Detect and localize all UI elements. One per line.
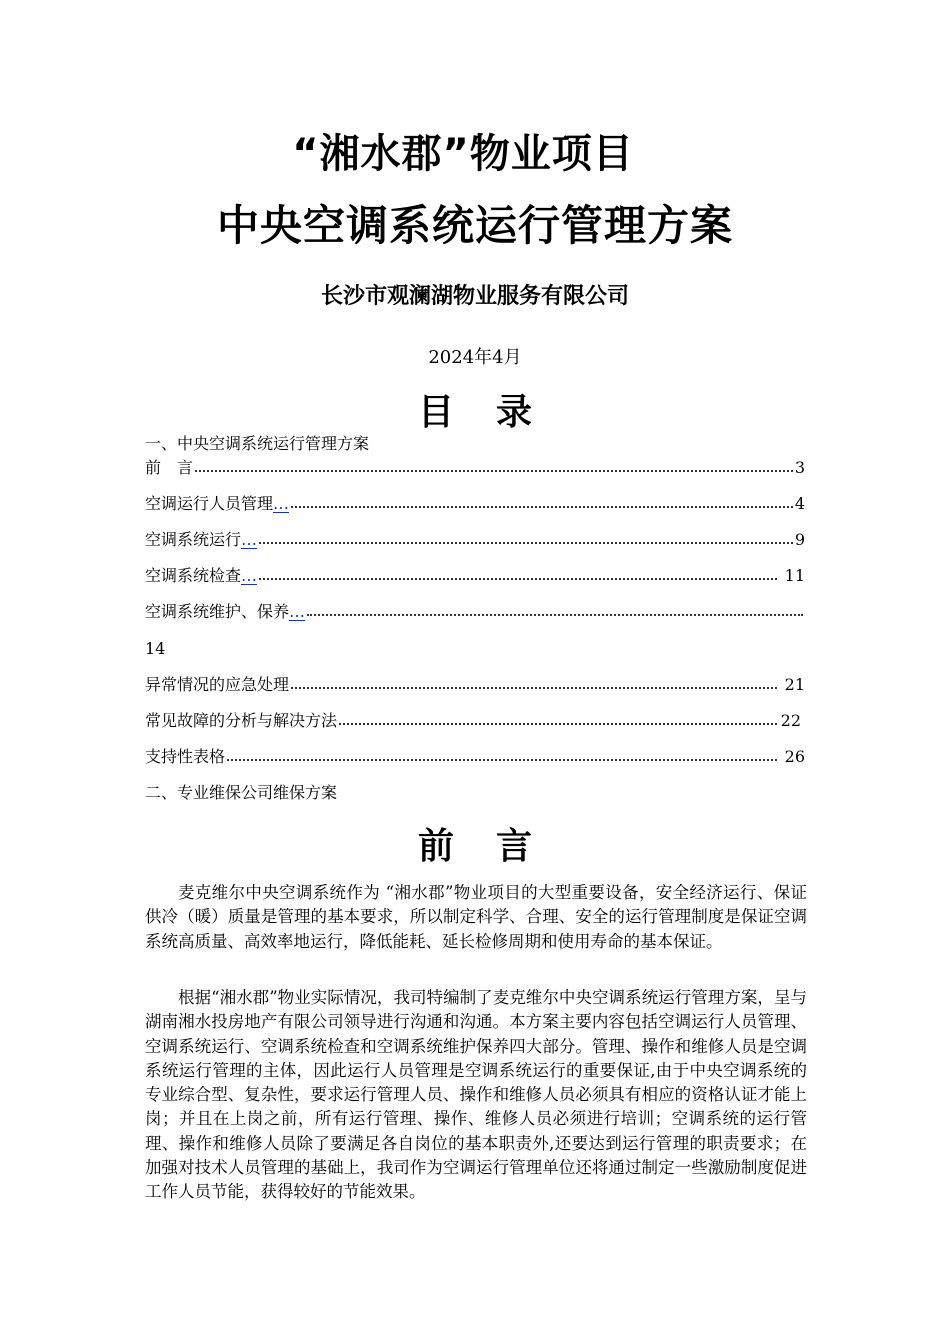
toc-entry-link[interactable]: … xyxy=(289,602,306,621)
toc-entry-label: 空调系统维护、保养 xyxy=(145,602,290,621)
toc-entry-link[interactable]: … xyxy=(241,530,258,549)
toc-entry-label: 支持性表格 xyxy=(145,747,226,766)
document-date: 2024年4月 xyxy=(428,347,522,368)
toc-entry[interactable] xyxy=(145,456,805,480)
preface-heading: 前言 xyxy=(417,825,574,867)
cover-title-line1: “湘水郡”物业项目 xyxy=(292,131,634,177)
toc-entry-page: 9 xyxy=(794,530,805,549)
toc-entry-page: 21 xyxy=(784,675,805,694)
toc-heading: 目录 xyxy=(417,391,574,433)
toc-leader-dots xyxy=(259,578,777,580)
toc-entry[interactable] xyxy=(145,673,805,697)
toc-entry-label: 前 言 xyxy=(145,458,194,477)
toc-entry-label: 异常情况的应急处理 xyxy=(145,675,290,694)
toc-leader-dots xyxy=(195,470,793,472)
toc-entry-label: 常见故障的分析与解决方法 xyxy=(145,711,338,730)
toc-entry-label: 空调运行人员管理 xyxy=(145,494,274,513)
toc-leader-dots xyxy=(339,723,777,725)
toc-part1: 一、中央空调系统运行管理方案 xyxy=(145,434,370,453)
toc-entry[interactable] xyxy=(145,492,805,516)
toc-entry-page-wrapped: 14 xyxy=(145,639,166,658)
toc-entry-label: 空调系统运行 xyxy=(145,530,242,549)
toc-leader-dots xyxy=(291,506,793,508)
toc-entry[interactable] xyxy=(145,528,805,552)
toc-entry-link[interactable]: … xyxy=(241,566,258,585)
toc-part2: 二、专业维保公司维保方案 xyxy=(145,783,338,802)
company-name: 长沙市观澜湖物业服务有限公司 xyxy=(320,284,629,309)
toc-entry-label: 空调系统检查 xyxy=(145,566,242,585)
toc-entry-link[interactable]: … xyxy=(273,494,290,513)
toc-entry[interactable] xyxy=(145,600,805,624)
preface-paragraph-1: 麦克维尔中央空调系统作为 “湘水郡”物业项目的大型重要设备，安全经济运行、保证供冷（暖）质量是管理的基本要求，所以制定科学、合理、安全的运行管理制度是保证空调系统高质量、高效率地运行，降低能耗、延长检修周期和使用寿命的基本保证。 xyxy=(145,883,807,951)
toc-entry[interactable] xyxy=(145,564,805,588)
toc-entry-page: 22 xyxy=(780,711,801,730)
toc-leader-dots xyxy=(259,542,793,544)
toc-leader-dots xyxy=(227,759,777,761)
toc-entry-page: 11 xyxy=(784,566,805,585)
toc-entry[interactable] xyxy=(145,745,805,769)
toc-entry-page: 3 xyxy=(794,458,805,477)
toc-entry[interactable] xyxy=(145,709,805,733)
toc-leader-dots xyxy=(291,687,777,689)
preface-paragraph-2: 根据“湘水郡”物业实际情况，我司特编制了麦克维尔中央空调系统运行管理方案，呈与湖南湘水投房地产有限公司领导进行沟通和沟通。本方案主要内容包括空调运行人员管理、空调系统运行、空调系统检查和空调系统维护保养四大部分。管理、操作和维修人员是空调系统运行管理的主体，因此运行人员管理是空调系统运行的重要保证,由于中央空调系统的专业综合型、复杂性，要求运行管理人员、操作和维修人员必须具有相应的资格认证才能上岗；并且在上岗之前，所有运行管理、操作、维修人员必须进行培训；空调系统的运行管理、操作和维修人员除了要满足各自岗位的基本职责外,还要达到运行管理的职责要求；在加强对技术人员管理的基础上，我司作为空调运行管理单位还将通过制定一些激励制度促进工作人员节能，获得较好的节能效果。 xyxy=(145,988,807,1202)
toc-leader-dots xyxy=(307,614,803,616)
toc-entry-page: 4 xyxy=(794,494,805,513)
toc-entry-page: 26 xyxy=(784,747,805,766)
cover-title-line2: 中央空调系统运行管理方案 xyxy=(216,201,733,250)
